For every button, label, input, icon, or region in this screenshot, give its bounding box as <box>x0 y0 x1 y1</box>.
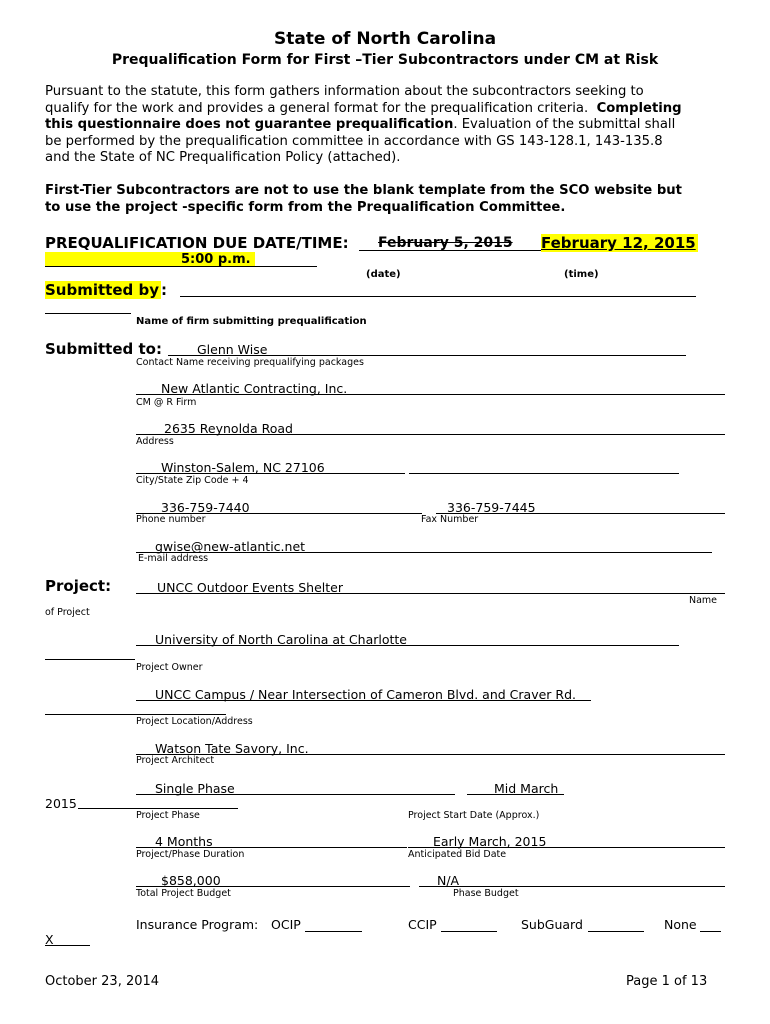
cm-firm-value: New Atlantic Contracting, Inc. <box>161 381 348 396</box>
submitted-by-field-wrap <box>45 313 131 314</box>
insurance-ccip-field[interactable] <box>441 931 497 932</box>
contact-value: Glenn Wise <box>197 342 268 357</box>
phase-budget-field[interactable] <box>419 886 725 887</box>
budget-value: $858,000 <box>161 873 221 888</box>
due-date-caption: (date) <box>366 269 401 280</box>
notice-line-2: to use the project -specific form from the Prequalification Committee. <box>45 199 566 215</box>
start-date-caption: Project Start Date (Approx.) <box>408 810 540 821</box>
project-name-caption: Name <box>689 595 718 606</box>
insurance-none-mark: X <box>45 932 54 947</box>
bid-date-caption: Anticipated Bid Date <box>408 849 507 860</box>
project-name-caption-2: of Project <box>45 607 90 618</box>
phase-budget-value: N/A <box>437 873 460 888</box>
insurance-ccip-label: CCIP <box>408 917 437 932</box>
location-field-wrap <box>45 714 226 715</box>
intro-line-3 <box>45 117 725 134</box>
budget-caption: Total Project Budget <box>136 888 231 899</box>
insurance-ocip-label: OCIP <box>271 917 301 932</box>
owner-caption: Project Owner <box>136 662 203 673</box>
submitted-by-field[interactable] <box>180 296 696 297</box>
intro-emphasis-2: this questionnaire does not guarantee prequalification <box>45 117 454 132</box>
intro-line-2-text: qualify for the work and provides a general format for the prequalification criteria. <box>45 100 589 116</box>
footer-page-number: Page 1 of 13 <box>626 974 708 989</box>
form-title: State of North Carolina <box>273 29 497 49</box>
insurance-ocip-field[interactable] <box>305 931 362 932</box>
start-date-field-wrap <box>78 808 238 809</box>
address-value: 2635 Reynolda Road <box>164 421 293 436</box>
insurance-subguard-label: SubGuard <box>521 917 583 932</box>
intro-line-1: Pursuant to the statute, this form gathers information about the subcontractors seeking to <box>45 84 644 99</box>
duration-caption: Project/Phase Duration <box>136 849 245 860</box>
form-subtitle: Prequalification Form for First –Tier Subcontractors under CM at Risk <box>111 52 659 68</box>
footer-date: October 23, 2014 <box>45 974 160 989</box>
address-caption: Address <box>136 436 174 447</box>
submitted-to-label: Submitted to: <box>45 340 162 358</box>
email-caption: E-mail address <box>138 553 209 564</box>
phase-value: Single Phase <box>155 781 235 796</box>
due-date-label: PREQUALIFICATION DUE DATE/TIME: <box>45 234 349 252</box>
cm-firm-caption: CM @ R Firm <box>136 397 197 408</box>
architect-caption: Project Architect <box>136 755 215 766</box>
architect-value: Watson Tate Savory, Inc. <box>155 741 309 756</box>
contact-caption: Contact Name receiving prequalifying packages <box>136 357 364 368</box>
start-date-year: 2015 <box>45 796 77 811</box>
project-name-value: UNCC Outdoor Events Shelter <box>157 580 343 595</box>
notice-paragraph <box>45 183 725 216</box>
bid-date-value: Early March, 2015 <box>433 834 547 849</box>
insurance-none-label: None <box>664 917 697 932</box>
owner-value: University of North Carolina at Charlotte <box>155 632 407 647</box>
phase-budget-caption: Phase Budget <box>453 888 519 899</box>
phase-caption: Project Phase <box>136 810 200 821</box>
intro-paragraph <box>45 84 725 167</box>
due-date-new: February 12, 2015 <box>541 234 696 252</box>
owner-field-wrap <box>45 659 135 660</box>
start-date-value: Mid March <box>494 781 559 796</box>
duration-value: 4 Months <box>155 834 213 849</box>
location-caption: Project Location/Address <box>136 716 253 727</box>
due-time-caption: (time) <box>564 269 599 280</box>
intro-line-2 <box>45 101 725 118</box>
city-value: Winston-Salem, NC 27106 <box>161 460 325 475</box>
insurance-label: Insurance Program: <box>136 917 259 932</box>
intro-line-4: be performed by the prequalification committee in accordance with GS 143-128.1, 143-135.8 <box>45 133 663 149</box>
email-value: gwise@new-atlantic.net <box>155 539 306 554</box>
fax-value: 336-759-7445 <box>447 500 536 515</box>
city-field-extra[interactable] <box>409 473 679 474</box>
project-label: Project: <box>45 577 112 595</box>
due-date-old: February 5, 2015 <box>378 235 513 251</box>
phone-caption: Phone number <box>136 514 206 525</box>
phone-value: 336-759-7440 <box>161 500 250 515</box>
intro-emphasis-1: Completing <box>596 100 682 116</box>
city-caption: City/State Zip Code + 4 <box>136 475 249 486</box>
intro-line-5: and the State of NC Prequalification Policy (attached). <box>45 150 401 165</box>
submitted-by-caption: Name of firm submitting prequalification <box>136 316 367 327</box>
insurance-none-field[interactable] <box>700 931 721 932</box>
insurance-subguard-field[interactable] <box>588 931 644 932</box>
submitted-by-label: Submitted by <box>45 281 159 299</box>
intro-line-3-text: . Evaluation of the submittal shall <box>453 117 676 132</box>
due-time: 5:00 p.m. <box>181 252 251 267</box>
submitted-by-colon: : <box>161 281 167 299</box>
location-value: UNCC Campus / Near Intersection of Cameron Blvd. and Craver Rd. <box>155 687 576 702</box>
fax-caption: Fax Number <box>421 514 479 525</box>
notice-line-1: First-Tier Subcontractors are not to use the blank template from the SCO website but <box>45 183 682 198</box>
